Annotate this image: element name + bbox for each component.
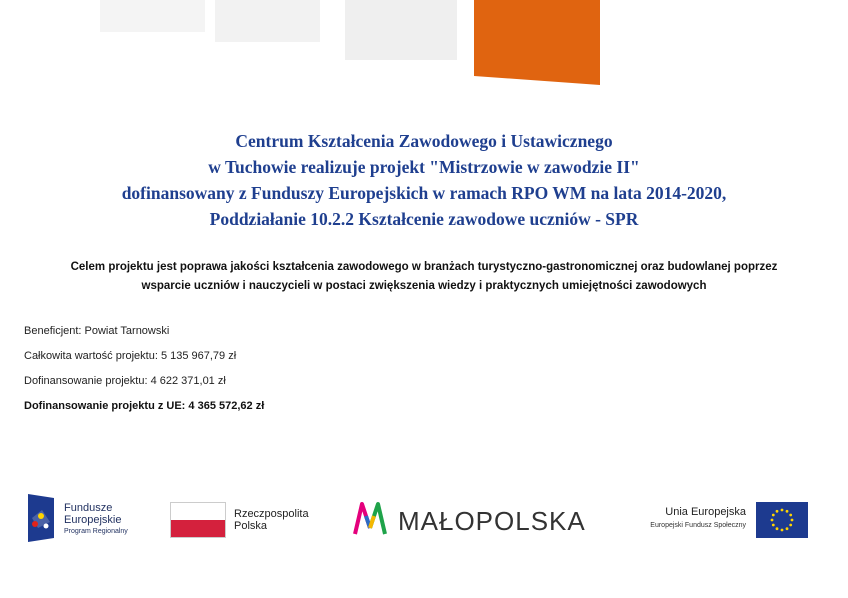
eu-cofinancing: Dofinansowanie projektu z UE: 4 365 572,62 zł [24, 400, 265, 412]
decor-stripe-orange [474, 0, 600, 85]
rp-title [234, 508, 309, 532]
goal-line-2: wsparcie uczniów i nauczycieli w postaci zwiększenia wiedzy i praktycznych umiejętności zawodowych [141, 280, 707, 292]
title-line-4: Poddziałanie 10.2.2 Kształcenie zawodowe uczniów - SPR [209, 209, 639, 229]
title-line-2: w Tuchowie realizuje projekt "Mistrzowie w zawodzie II" [208, 157, 640, 177]
decor-stripe-3 [345, 0, 457, 60]
rp-line-2: Polska [234, 520, 268, 532]
fe-line-2: Europejskie [64, 514, 122, 526]
eu-flag-icon [756, 502, 808, 538]
fe-emblem-icon [28, 494, 56, 542]
logo-unia-europejska [626, 500, 810, 540]
fe-subtitle: Program Regionalny [64, 528, 128, 535]
rp-line-1: Rzeczpospolita [234, 508, 309, 520]
project-title [0, 128, 848, 232]
title-line-1: Centrum Kształcenia Zawodowego i Ustawicznego [235, 131, 613, 151]
logo-rzeczpospolita-polska [170, 502, 340, 538]
malopolska-wordmark: MAŁOPOLSKA [398, 506, 586, 536]
total-value: Całkowita wartość projektu: 5 135 967,79 zł [24, 350, 237, 362]
decor-stripe-2 [215, 0, 320, 42]
decor-stripe-1 [100, 0, 205, 32]
fe-line-1: Fundusze [64, 502, 113, 514]
malopolska-m-icon [352, 498, 392, 540]
ue-title: Unia Europejska [665, 506, 746, 518]
title-line-3: dofinansowany z Funduszy Europejskich w ramach RPO WM na lata 2014-2020, [121, 183, 727, 203]
goal-line-1: Celem projektu jest poprawa jakości kształcenia zawodowego w branżach turystyczno-gastronomicznej oraz budowlanej poprzez [70, 261, 778, 273]
beneficiary: Beneficjent: Powiat Tarnowski [24, 325, 170, 337]
logo-fundusze-europejskie [28, 494, 158, 542]
project-details [24, 323, 264, 423]
ue-subtitle: Europejski Fundusz Społeczny [650, 522, 746, 529]
project-goal [0, 258, 848, 296]
logo-malopolska [352, 498, 612, 540]
polish-flag-icon [170, 502, 226, 538]
cofinancing: Dofinansowanie projektu: 4 622 371,01 zł [24, 375, 226, 387]
fe-title [64, 502, 121, 526]
